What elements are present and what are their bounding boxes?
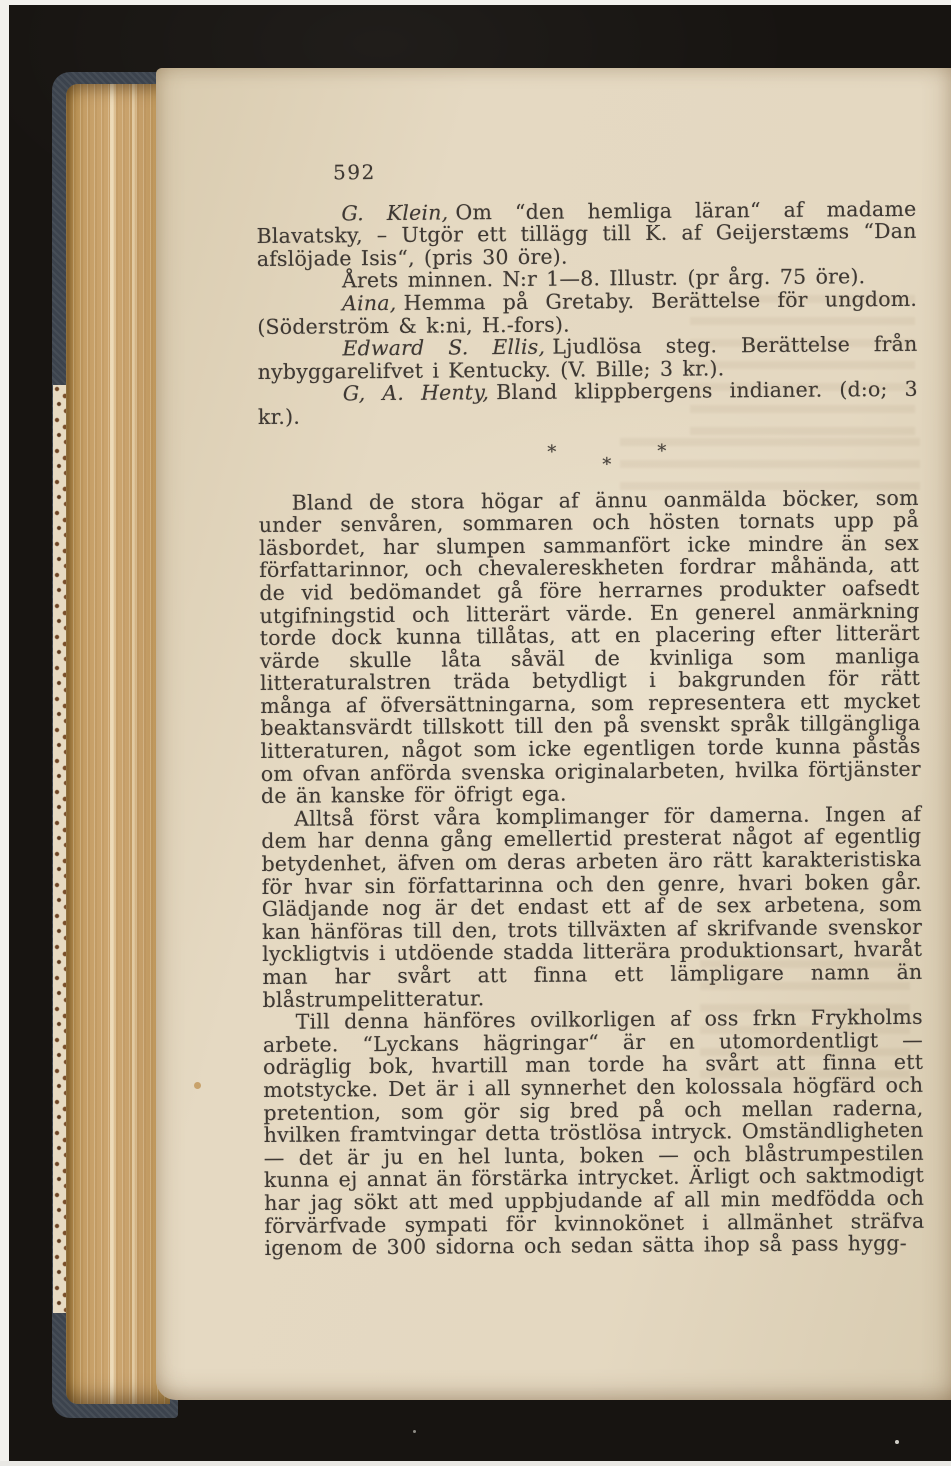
section-separator <box>258 438 918 479</box>
entry-text: Om “den hemliga läran“ af madame Blavatsky, – Utgör ett tillägg till K. af Geijerstæms “Dan afslöjade Isis“, (pris 30 öre). <box>256 196 917 271</box>
entry-author: G, A. Henty, <box>342 380 490 406</box>
entry-text: Ljudlösa steg. Berättelse från nybyggarelifvet i Kentucky. (V. Bille; 3 kr.). <box>257 331 918 384</box>
body-paragraph: Till denna hänföres ovilkorligen af oss frkn Frykholms arbete. “Lyckans hägringar“ är en utomordentligt — odräglig bok, hvartill man torde ha svårt att finna ett motstycke. Det är i all synnerhet den kolossala högfärd och pretention, som gör sig bred på och mellan raderna, hvilken framtvingar detta tröstlösa intryck. Omständligheten — det är ju en hel lunta, boken — och blåstrumpestilen kunna ej annat än förstärka intrycket. Ärligt och saktmodigt har jag sökt att med uppbjudande af all min medfödda och förvärfvade sympati för kvinnokönet i allmänhet sträfva igenom de 300 sidorna och sedan sätta ihop så pass hygg- <box>262 1004 925 1261</box>
dust-speck <box>895 1440 899 1444</box>
book-page <box>156 68 951 1400</box>
catalog-entry <box>258 378 918 428</box>
asterisk-icon: * <box>602 453 612 475</box>
catalog-entry <box>257 288 917 338</box>
review-body <box>259 486 925 1259</box>
catalog-entry <box>256 197 917 270</box>
entry-text: Bland klippbergens indianer. (d:o; 3 kr.). <box>257 377 918 429</box>
catalog-entry <box>257 333 917 383</box>
scan-edge-bottom <box>0 1461 951 1466</box>
catalog-section <box>256 197 918 428</box>
entry-author: Edward S. Ellis, <box>342 334 546 361</box>
text-block <box>256 157 925 1260</box>
entry-text: Hemma på Gretaby. Berättelse för ungdom. (Söderström & k:ni, H.-fors). <box>257 286 918 339</box>
dust-speck <box>413 1430 416 1433</box>
page-number: 592 <box>332 160 376 185</box>
entry-text: Årets minnen. N:r 1—8. Illustr. (pr årg. 75 öre). <box>341 264 866 293</box>
entry-author: G. Klein, <box>341 200 449 225</box>
asterisk-icon: * <box>547 441 557 463</box>
body-paragraph: Alltså först våra komplimanger för damerna. Ingen af dem har denna gång emellertid presterat något af egentlig betydenhet, äfven om deras arbeten äro rätt karakteristiska för hvar sin författarinna och den genre, hvari boken går. Glädjande nog är det endast ett af de sex arbetena, som kan hänföras till den, trots tillväxten af skrifvande svenskor lyckligtvis i utdöende stadda litterära produktionsart, hvaråt man har svårt att finna ett lämpligare namn än blåstrumpelitteratur. <box>261 801 923 1012</box>
scan-edge-top <box>0 0 951 5</box>
body-paragraph: Bland de stora högar af ännu oanmälda böcker, som under senvåren, sommaren och hösten tornats upp på läsbordet, har slumpen sammanfört icke mindre än sex författarinnor, och chevalereskheten fordrar måhända, att de vid bedömandet gå före herrarnes produkter oafsedt utgifningstid och litterärt värde. En generel anmärkning torde dock kunna tillåtas, att en placering efter litterärt värde skulle låta såväl de kvinliga som manliga litteraturalstren träda betydligt i bakgrunden för rätt många af öfversättningarna, som representera ett mycket beaktansvärdt tillskott till den på svenskt språk tillgängliga litteraturen, något som icke egentligen torde kunna påstås om ofvan anförda svenska originalarbeten, hvilka förtjänster de än kanske för öfrigt ega. <box>258 485 921 809</box>
page-fore-edge <box>66 84 170 1404</box>
entry-author: Aina, <box>342 290 397 316</box>
asterisk-icon: * <box>657 440 667 462</box>
scan-edge-left <box>0 0 9 1466</box>
paper-speck <box>194 1082 201 1089</box>
